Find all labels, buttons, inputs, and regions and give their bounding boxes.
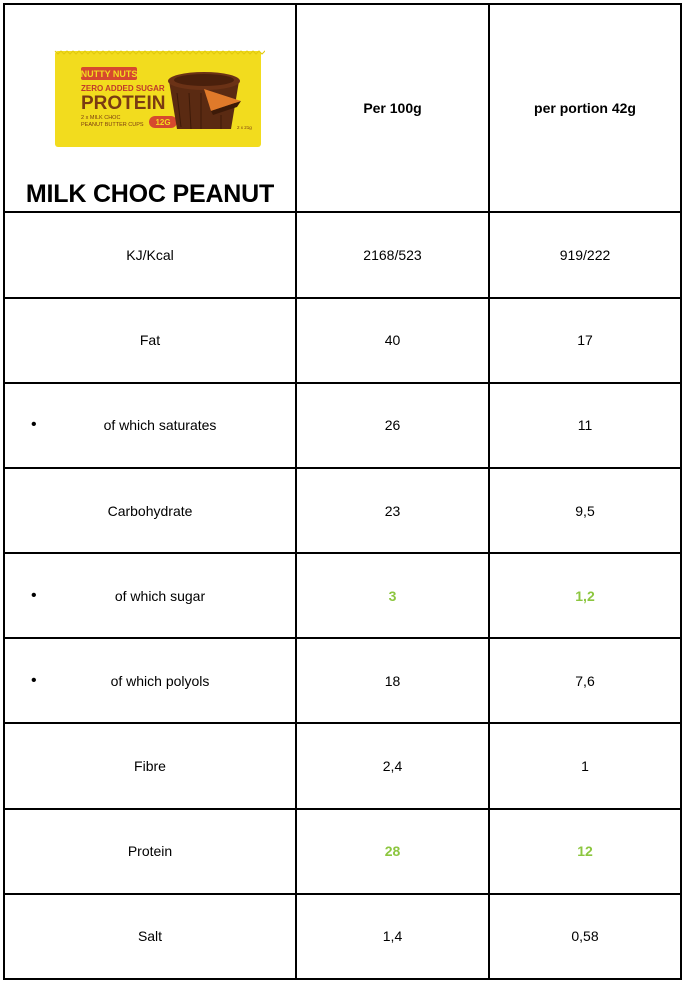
value-per-portion: 7,6 [489, 638, 681, 723]
value-per-100g: 23 [296, 468, 489, 553]
table-row [4, 553, 681, 638]
nutrient-label-cell: Protein [4, 809, 296, 894]
nutrient-label-cell: Carbohydrate [4, 468, 296, 553]
pack-line1: 2 x MILK CHOC [81, 115, 121, 121]
value-per-100g: 40 [296, 298, 489, 383]
nutrient-label-cell: Salt [4, 894, 296, 979]
table-row [4, 638, 681, 723]
column-header-per-100g: Per 100g [296, 4, 489, 212]
nutrient-label: of which sugar [114, 587, 206, 604]
bullet-icon: • [31, 671, 37, 689]
column-header-per-portion: per portion 42g [489, 4, 681, 212]
nutrient-label: of which polyols [110, 672, 210, 689]
nutrient-label-cell: Fat [4, 298, 296, 383]
table-row [4, 298, 681, 383]
product-cell [4, 4, 296, 212]
table-row [4, 468, 681, 553]
peanut-butter-cup-icon [168, 72, 241, 129]
product-name: MILK CHOC PEANUT [25, 180, 275, 209]
nutrient-label-cell: Fibre [4, 723, 296, 808]
table-row [4, 212, 681, 297]
value-per-100g: 18 [296, 638, 489, 723]
pack-claim: ZERO ADDED SUGAR [81, 84, 165, 93]
header-row [4, 4, 681, 212]
table-row [4, 723, 681, 808]
nutrient-label-cell [4, 383, 296, 468]
value-per-100g: 3 [296, 553, 489, 638]
value-per-100g: 26 [296, 383, 489, 468]
value-per-100g: 2168/523 [296, 212, 489, 297]
value-per-portion: 11 [489, 383, 681, 468]
value-per-portion: 12 [489, 809, 681, 894]
product-pack-image [51, 49, 265, 149]
value-per-100g: 28 [296, 809, 489, 894]
nutrient-label: of which saturates [103, 417, 217, 434]
pack-badge: 12G [155, 118, 171, 127]
pack-line2: PEANUT BUTTER CUPS [81, 122, 144, 128]
nutrient-label-cell [4, 553, 296, 638]
bullet-icon: • [31, 416, 37, 434]
table-row [4, 383, 681, 468]
nutrition-table [3, 3, 682, 980]
table-row [4, 809, 681, 894]
value-per-portion: 17 [489, 298, 681, 383]
bullet-icon: • [31, 586, 37, 604]
value-per-portion: 0,58 [489, 894, 681, 979]
value-per-portion: 9,5 [489, 468, 681, 553]
pack-brand: NUTTY NUTS [80, 69, 138, 79]
pack-headline: PROTEIN [81, 93, 166, 114]
table-row [4, 894, 681, 979]
pack-weight: 2 x 21g [237, 125, 252, 130]
value-per-portion: 919/222 [489, 212, 681, 297]
nutrient-label-cell [4, 638, 296, 723]
value-per-portion: 1,2 [489, 553, 681, 638]
nutrient-label-cell: KJ/Kcal [4, 212, 296, 297]
value-per-100g: 2,4 [296, 723, 489, 808]
value-per-100g: 1,4 [296, 894, 489, 979]
value-per-portion: 1 [489, 723, 681, 808]
